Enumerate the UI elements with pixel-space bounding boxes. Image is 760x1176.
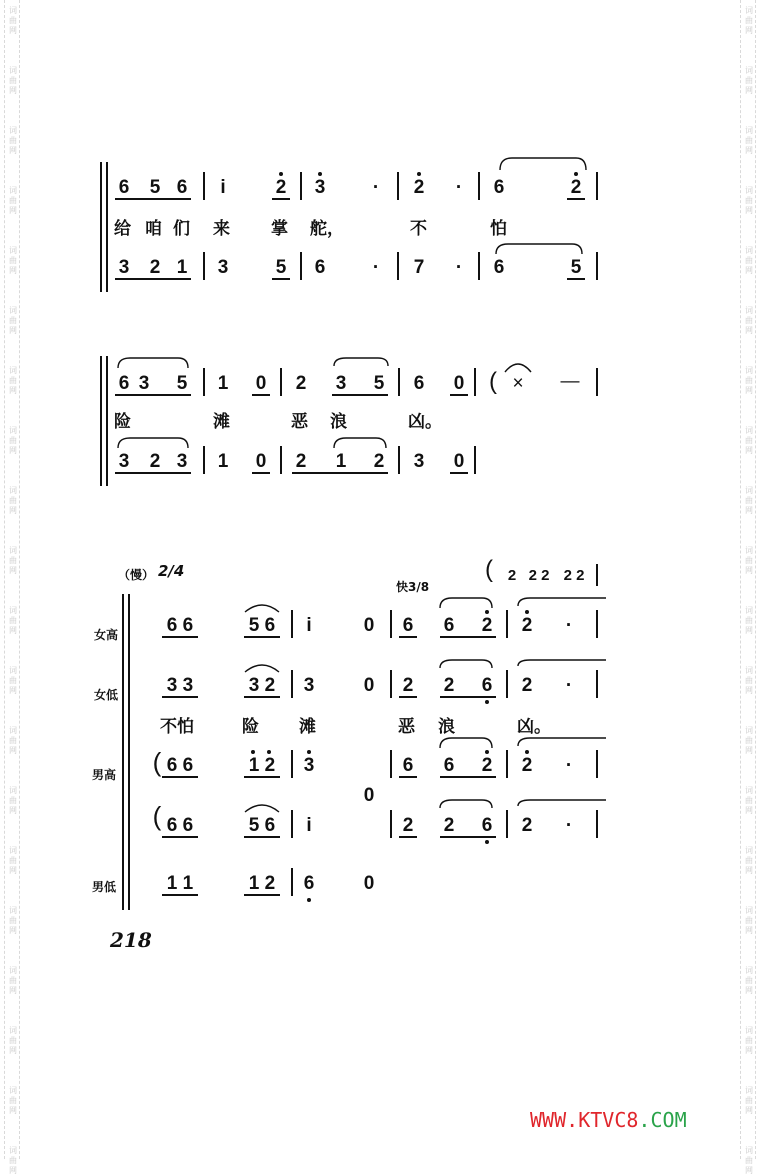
note: i xyxy=(220,177,226,198)
watermark-glyphs: 词 曲 网 xyxy=(9,846,17,875)
tie xyxy=(518,738,606,746)
watermark-glyphs: 词 曲 网 xyxy=(9,486,17,515)
note: 2 xyxy=(149,451,161,472)
note: 6 xyxy=(303,873,315,894)
watermark-glyphs: 词 曲 网 xyxy=(9,666,17,695)
lyric: 险 xyxy=(242,717,259,737)
rest: 0 xyxy=(255,451,267,472)
note: 6 xyxy=(493,177,505,198)
note: i xyxy=(306,815,312,836)
lyric: 不 xyxy=(410,219,427,239)
note: 2 xyxy=(481,615,493,636)
note: 7 xyxy=(413,257,425,278)
watermark-glyphs: 词 曲 网 xyxy=(745,846,753,875)
lyric: 凶。 xyxy=(408,412,442,432)
note: 3 xyxy=(176,451,188,472)
tempo-fast: 快3/8 xyxy=(396,580,430,594)
watermark-glyphs: 词 曲 网 xyxy=(745,726,753,755)
lyric: 掌 xyxy=(271,219,288,239)
watermark-glyphs: 词 曲 网 xyxy=(745,246,753,275)
site-logo-text: WWW.KTVC8.COM xyxy=(530,1108,687,1132)
slur xyxy=(245,665,279,672)
watermark-glyphs: 词 曲 网 xyxy=(745,6,753,35)
note: 3 xyxy=(303,755,315,776)
watermark-glyphs: 词 曲 网 xyxy=(745,66,753,95)
augmentation-dot: · xyxy=(372,177,380,198)
note: 3 xyxy=(413,451,425,472)
watermark-glyphs: 词 曲 网 xyxy=(745,606,753,635)
augmentation-dot: · xyxy=(565,615,573,636)
watermark-glyphs: 词 曲 网 xyxy=(745,306,753,335)
watermark-glyphs: 词 曲 网 xyxy=(9,1086,17,1115)
augmentation-dot: · xyxy=(565,755,573,776)
note: 6 6 xyxy=(166,755,194,776)
note: 3 2 xyxy=(248,675,276,696)
note: 2 xyxy=(521,755,533,776)
watermark-glyphs: 词 曲 网 xyxy=(9,246,17,275)
lyric: 浪 xyxy=(330,412,347,432)
intro-paren: ( xyxy=(485,556,493,583)
note: 5 6 xyxy=(248,815,276,836)
watermark-glyphs: 词 曲 网 xyxy=(9,606,17,635)
note: 5 xyxy=(570,257,582,278)
slur xyxy=(440,738,492,748)
site-logo[interactable] xyxy=(530,1108,687,1132)
note: 5 xyxy=(275,257,287,278)
lyric: 们 xyxy=(173,219,190,239)
slur xyxy=(440,660,492,668)
slur xyxy=(496,244,582,254)
note: 2 xyxy=(570,177,582,198)
slur xyxy=(440,800,492,808)
watermark-glyphs: 词 曲 网 xyxy=(745,906,753,935)
note: 6 xyxy=(443,615,455,636)
augmentation-dot: · xyxy=(455,257,463,278)
note: 6 xyxy=(118,177,130,198)
note: 2 xyxy=(521,675,533,696)
note: 5 xyxy=(373,373,385,394)
note: 6 xyxy=(493,257,505,278)
lyric: 恶 xyxy=(291,412,308,432)
note: 6 xyxy=(402,755,414,776)
rest: 0 xyxy=(363,675,375,696)
note: 2 xyxy=(275,177,287,198)
note: 2 xyxy=(443,675,455,696)
watermark-glyphs: 词 曲 网 xyxy=(9,1026,17,1055)
note: 2 xyxy=(149,257,161,278)
note: 1 xyxy=(176,257,188,278)
lyric: 给 xyxy=(114,219,131,239)
watermark-glyphs: 词 曲 网 xyxy=(9,726,17,755)
watermark-glyphs: 词 曲 网 xyxy=(745,1086,753,1115)
watermark-glyphs: 词 曲 网 xyxy=(745,1146,753,1175)
note: 1 1 xyxy=(166,873,194,894)
tempo-slow: （慢） xyxy=(118,568,155,582)
watermark-glyphs: 词 曲 网 xyxy=(745,426,753,455)
lyric: 凶。 xyxy=(517,717,551,737)
percussion-x: × xyxy=(512,373,524,394)
rest: 0 xyxy=(453,451,465,472)
intro-note: 2 xyxy=(507,567,517,584)
note: 3 xyxy=(217,257,229,278)
note: 1 xyxy=(217,373,229,394)
watermark-glyphs: 词 曲 网 xyxy=(9,1146,17,1175)
watermark-glyphs: 词 曲 网 xyxy=(745,366,753,395)
watermark-glyphs: 词 曲 网 xyxy=(9,126,17,155)
watermark-glyphs: 词 曲 网 xyxy=(9,966,17,995)
lyric: 滩 xyxy=(213,412,230,432)
watermark-glyphs: 词 曲 网 xyxy=(745,1026,753,1055)
note: 2 xyxy=(481,755,493,776)
note: 3 xyxy=(314,177,326,198)
note: i xyxy=(306,615,312,636)
watermark-glyphs: 词 曲 网 xyxy=(745,966,753,995)
note: 6 6 xyxy=(166,815,194,836)
tie xyxy=(518,800,606,806)
note: 6 xyxy=(481,815,493,836)
slur xyxy=(500,158,586,170)
note: 6 xyxy=(314,257,326,278)
augmentation-dot: · xyxy=(372,257,380,278)
time-signature: 2/4 xyxy=(158,562,185,580)
note: 2 xyxy=(295,373,307,394)
note: 3 xyxy=(118,451,130,472)
part-brace: ( xyxy=(152,747,162,777)
note: 2 xyxy=(402,675,414,696)
note: 1 xyxy=(335,451,347,472)
rest: 0 xyxy=(363,873,375,894)
note: 3 3 xyxy=(166,675,194,696)
lyric: 浪 xyxy=(438,717,455,737)
note: 2 xyxy=(402,815,414,836)
watermark-glyphs: 词 曲 网 xyxy=(9,786,17,815)
intro-note: 2 2 xyxy=(563,567,585,584)
rest: 0 xyxy=(453,373,465,394)
note: 1 xyxy=(217,451,229,472)
note: 2 xyxy=(295,451,307,472)
watermark-glyphs: 词 曲 网 xyxy=(9,546,17,575)
dash: — xyxy=(560,371,580,392)
slur xyxy=(334,358,388,366)
tie xyxy=(518,660,606,666)
augmentation-dot: · xyxy=(565,815,573,836)
note: 5 xyxy=(149,177,161,198)
note: 3 xyxy=(118,257,130,278)
rest: 0 xyxy=(363,615,375,636)
watermark-glyphs: 词 曲 网 xyxy=(9,6,17,35)
augmentation-dot: · xyxy=(565,675,573,696)
part-label-alto: 女低 xyxy=(94,688,119,702)
note: 2 xyxy=(521,615,533,636)
watermark-glyphs: 词 曲 网 xyxy=(9,306,17,335)
slur xyxy=(440,598,492,608)
tie xyxy=(518,598,606,606)
note: 2 xyxy=(443,815,455,836)
note: 5 6 xyxy=(248,615,276,636)
lyric: 不怕 xyxy=(160,717,194,737)
note: 1 2 xyxy=(248,873,276,894)
open-paren: ( xyxy=(489,368,497,395)
note: 6 xyxy=(443,755,455,776)
lyric: 咱 xyxy=(145,219,162,239)
lyric: 舵， xyxy=(310,219,344,239)
lyric: 来 xyxy=(213,219,230,239)
note: 5 xyxy=(176,373,188,394)
augmentation-dot: · xyxy=(455,177,463,198)
lyric: 滩 xyxy=(299,717,316,737)
watermark-glyphs: 词 曲 网 xyxy=(745,546,753,575)
watermark-glyphs: 词 曲 网 xyxy=(9,66,17,95)
page-number: 218 xyxy=(110,928,152,952)
note: 6 xyxy=(413,373,425,394)
slur xyxy=(245,605,279,612)
watermark-glyphs: 词 曲 网 xyxy=(9,366,17,395)
watermark-glyphs: 词 曲 网 xyxy=(745,786,753,815)
rest: 0 xyxy=(363,785,375,806)
note: 2 xyxy=(521,815,533,836)
slur xyxy=(118,438,188,448)
note: 6 xyxy=(118,373,130,394)
watermark-glyphs: 词 曲 网 xyxy=(745,186,753,215)
watermark-glyphs: 词 曲 网 xyxy=(9,426,17,455)
rest: 0 xyxy=(255,373,267,394)
note: 6 xyxy=(481,675,493,696)
note: 3 xyxy=(335,373,347,394)
slur xyxy=(334,438,386,448)
note: 3 xyxy=(138,373,150,394)
lyric: 恶 xyxy=(398,717,415,737)
fermata xyxy=(505,364,531,372)
note: 2 xyxy=(413,177,425,198)
watermark-glyphs: 词 曲 网 xyxy=(745,486,753,515)
part-brace: ( xyxy=(152,801,162,831)
watermark-glyphs: 词 曲 网 xyxy=(745,126,753,155)
note: 6 xyxy=(176,177,188,198)
slur xyxy=(245,805,279,812)
note: 6 6 xyxy=(166,615,194,636)
note: 3 xyxy=(303,675,315,696)
note: 6 xyxy=(402,615,414,636)
part-label-tenor: 男高 xyxy=(92,768,117,782)
slur xyxy=(118,358,188,368)
intro-note: 2 2 xyxy=(528,567,550,584)
note: 1 2 xyxy=(248,755,276,776)
part-label-bass: 男低 xyxy=(92,880,117,894)
watermark-glyphs: 词 曲 网 xyxy=(9,906,17,935)
lyric: 险 xyxy=(114,412,131,432)
watermark-glyphs: 词 曲 网 xyxy=(9,186,17,215)
lyric: 怕 xyxy=(490,219,507,239)
part-label-soprano: 女高 xyxy=(94,628,119,642)
note: 2 xyxy=(373,451,385,472)
watermark-glyphs: 词 曲 网 xyxy=(745,666,753,695)
